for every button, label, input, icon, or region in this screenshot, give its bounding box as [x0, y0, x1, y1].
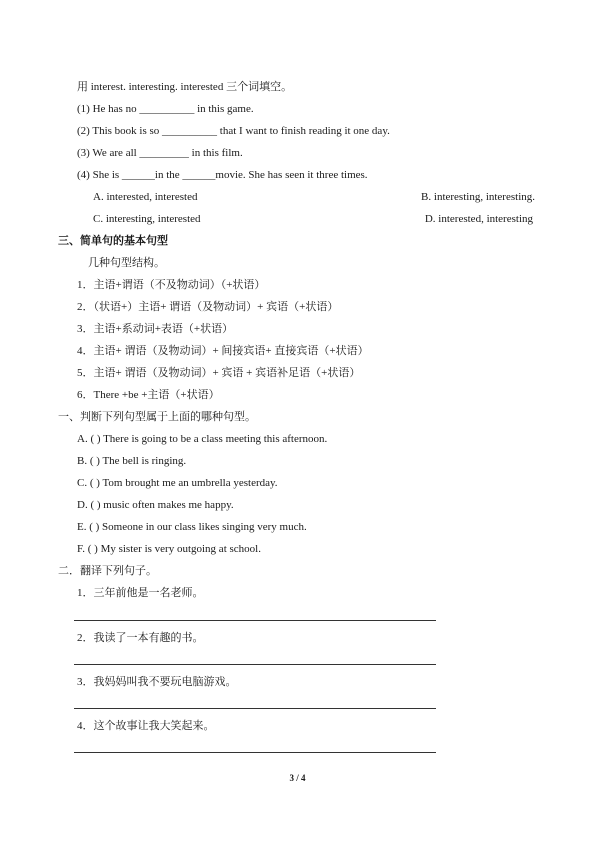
- option-b: B. interesting, interesting.: [421, 191, 535, 203]
- answer-line-1[interactable]: [74, 620, 436, 621]
- answer-line-3[interactable]: [74, 708, 436, 709]
- exercise1-item-e: E. ( ) Someone in our class likes singing very much.: [77, 521, 307, 533]
- exercise1-item-c: C. ( ) Tom brought me an umbrella yesterday.: [77, 477, 278, 489]
- exercise1-item-f: F. ( ) My sister is very outgoing at school.: [77, 543, 261, 555]
- exercise2-item-3: 3．我妈妈叫我不要玩电脑游戏。: [77, 676, 237, 688]
- pattern-3: 3．主语+系动词+表语（+状语）: [77, 323, 234, 335]
- option-d: D. interested, interesting: [424, 213, 533, 225]
- page-number: 3 / 4: [289, 773, 306, 783]
- exercise1-item-d: D. ( ) music often makes me happy.: [77, 499, 234, 511]
- answer-line-4[interactable]: [74, 752, 436, 753]
- fill-question-1: (1) He has no __________ in this game.: [77, 103, 254, 115]
- pattern-6: 6．There +be +主语（+状语）: [77, 389, 220, 401]
- exercise2-item-2: 2．我读了一本有趣的书。: [77, 632, 204, 644]
- pattern-1: 1．主语+谓语（不及物动词）（+状语）: [77, 279, 266, 291]
- fill-question-4: (4) She is ______in the ______movie. She has seen it three times.: [77, 169, 368, 181]
- fill-question-2: (2) This book is so __________ that I want to finish reading it one day.: [77, 125, 390, 137]
- exercise1-heading: 一、判断下列句型属于上面的哪种句型。: [58, 411, 256, 423]
- fill-question-3: (3) We are all _________ in this film.: [77, 147, 243, 159]
- section-intro: 几种句型结构。: [88, 257, 165, 269]
- pattern-5: 5．主语+ 谓语（及物动词）+ 宾语 + 宾语补足语（+状语）: [77, 367, 361, 379]
- pattern-4: 4．主语+ 谓语（及物动词）+ 间接宾语+ 直接宾语（+状语）: [77, 345, 369, 357]
- fill-instruction: 用 interest. interesting. interested 三个词填空。: [77, 81, 293, 93]
- exercise1-item-a: A. ( ) There is going to be a class meeting this afternoon.: [77, 433, 328, 445]
- section-heading: 三、简单句的基本句型: [58, 235, 168, 247]
- option-a: A. interested, interested: [93, 191, 198, 203]
- option-c: C. interesting, interested: [93, 213, 201, 225]
- exercise1-item-b: B. ( ) The bell is ringing.: [77, 455, 187, 467]
- answer-line-2[interactable]: [74, 664, 436, 665]
- exercise2-heading: 二．翻译下列句子。: [58, 565, 157, 577]
- exercise2-item-1: 1．三年前他是一名老师。: [77, 587, 204, 599]
- pattern-2: 2．（状语+）主语+ 谓语（及物动词）+ 宾语（+状语）: [77, 301, 339, 313]
- exercise2-item-4: 4．这个故事让我大笑起来。: [77, 720, 215, 732]
